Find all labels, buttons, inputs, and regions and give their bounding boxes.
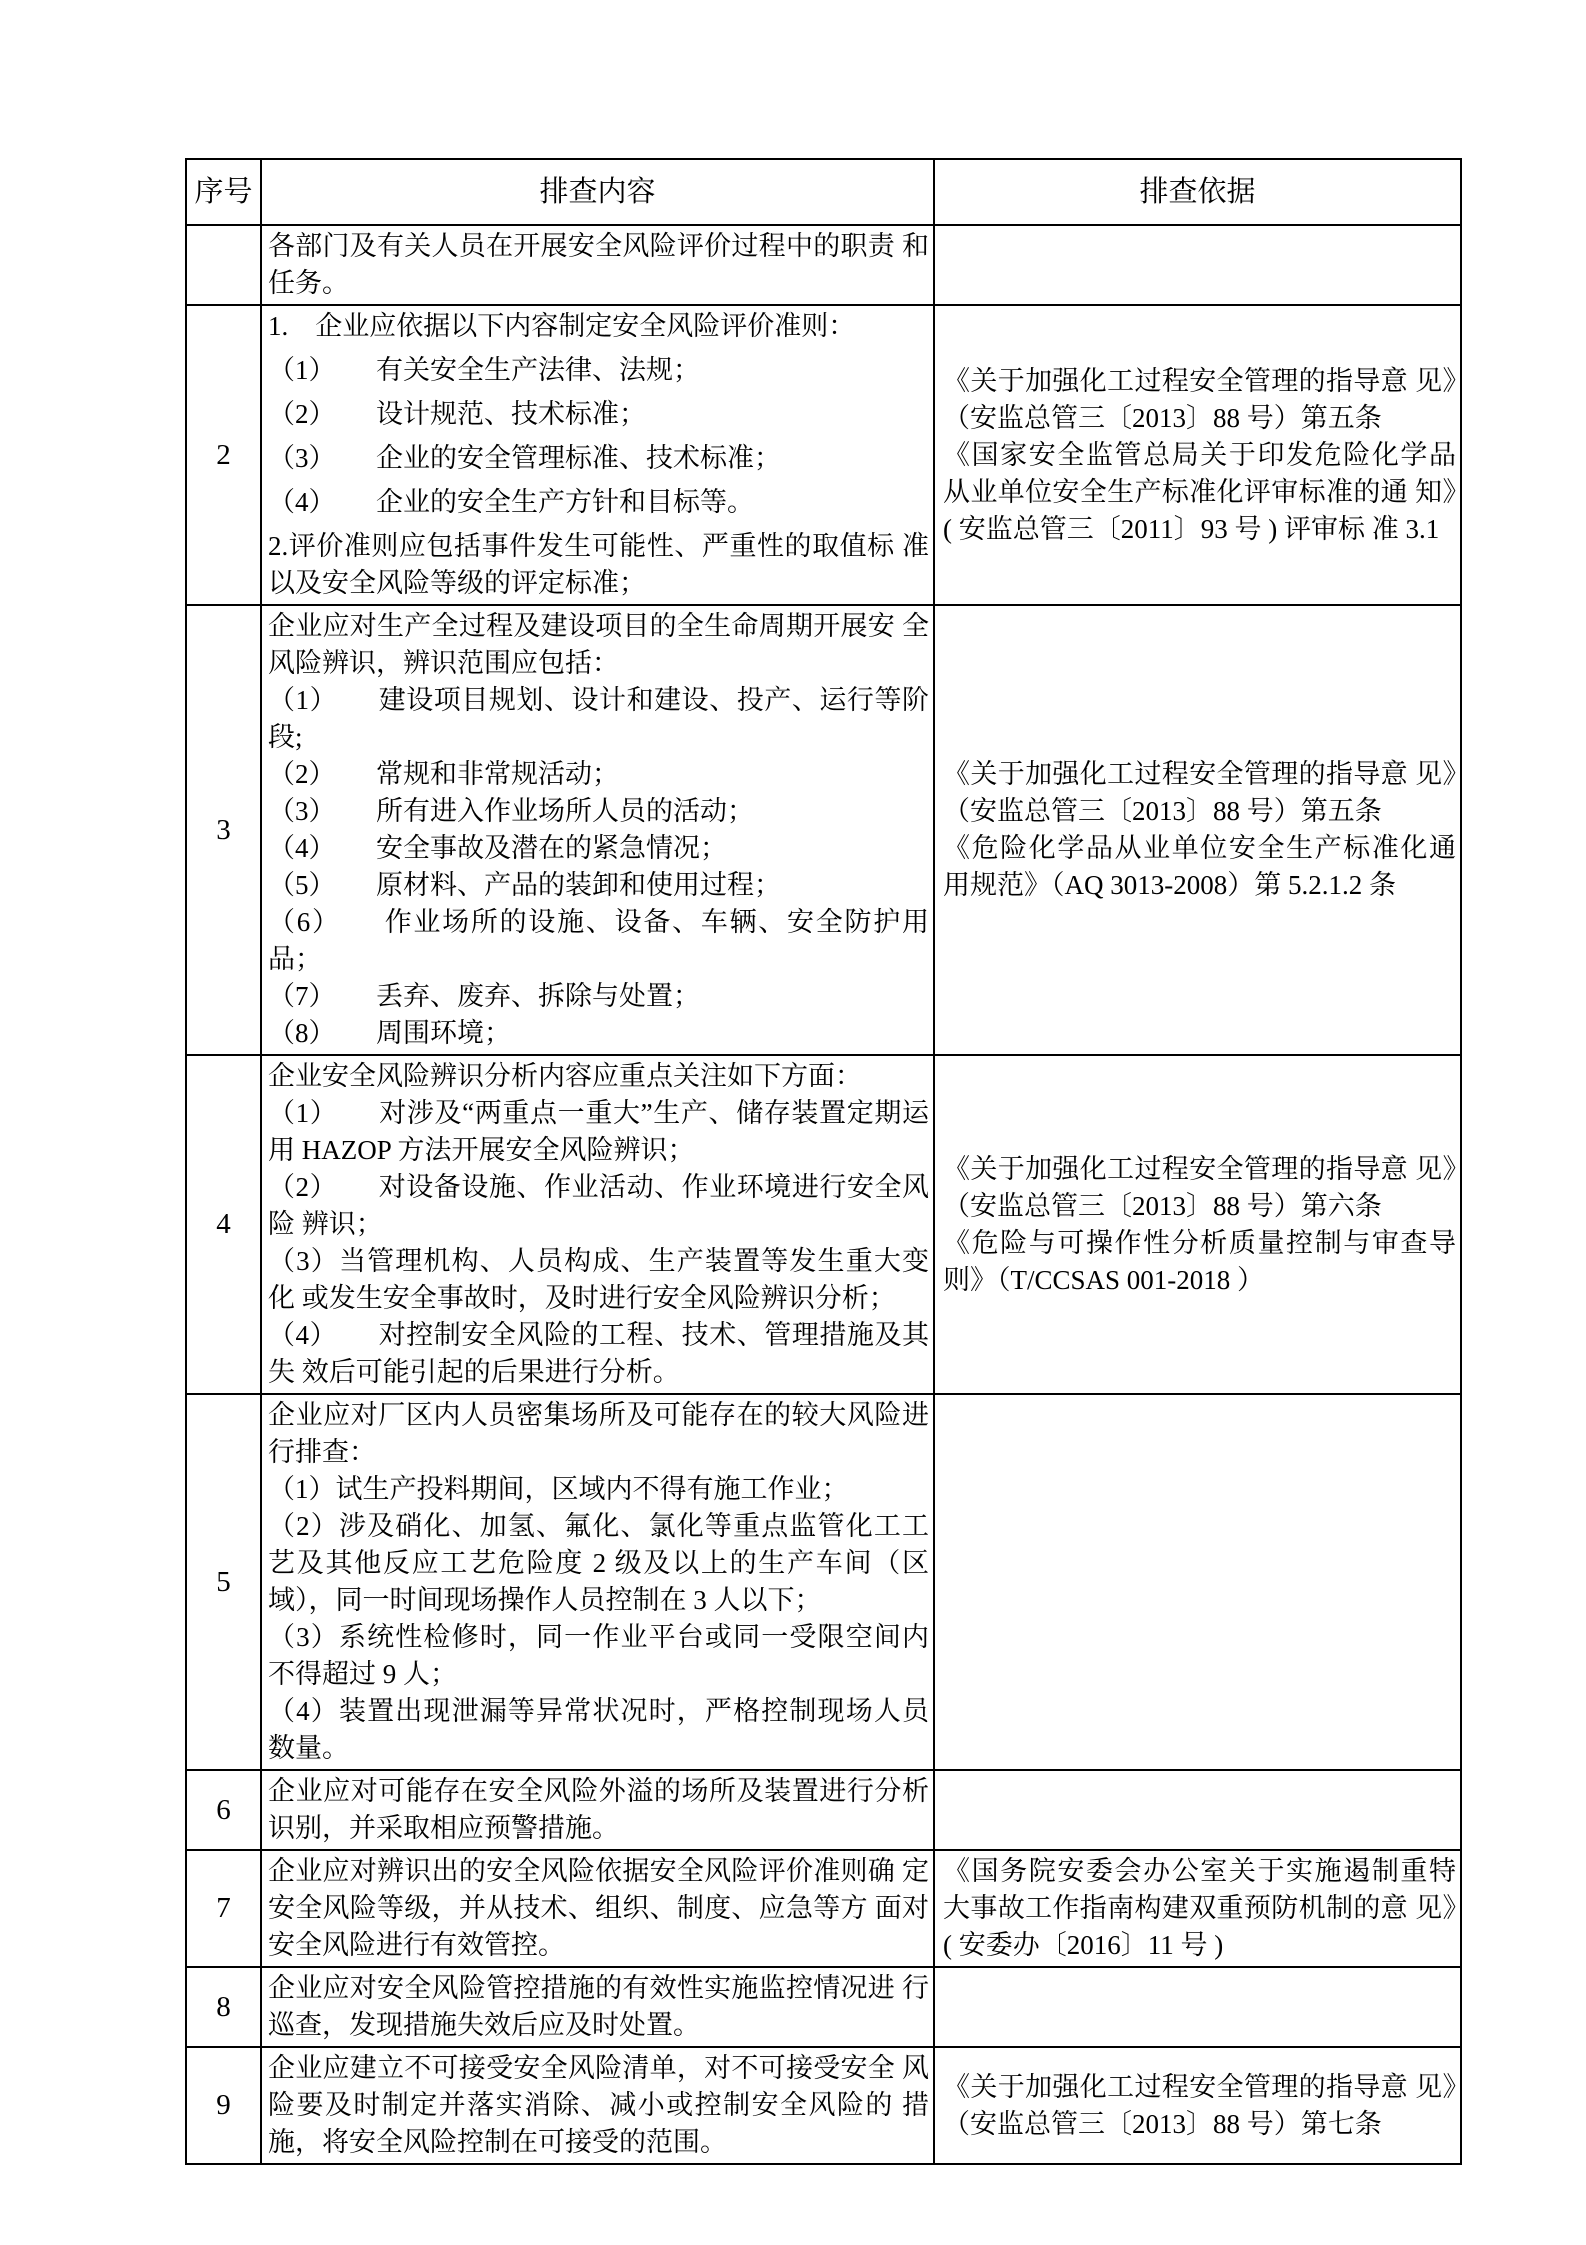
content-paragraph: 企业应建立不可接受安全风险清单，对不可接受安全 风险要及时制定并落实消除、减小或控制安全风险的 措施，将安全风险控制在可接受的范围。 xyxy=(268,2053,929,2157)
row-serial-number: 9 xyxy=(186,2047,261,2164)
content-paragraph: （8） 周围环境； xyxy=(268,1018,511,1048)
content-paragraph: （5） 原材料、产品的装卸和使用过程； xyxy=(268,870,781,900)
row-inspection-basis xyxy=(934,305,1461,605)
content-paragraph: （2） 设计规范、技术标准； xyxy=(268,399,646,429)
row-serial-number: 2 xyxy=(186,305,261,605)
row-inspection-basis xyxy=(934,1394,1461,1770)
basis-paragraph: 《危险化学品从业单位安全生产标准化通 用规范》（AQ 3013-2008）第 5.2.1.2 条 xyxy=(943,833,1456,900)
row-inspection-content xyxy=(261,1055,934,1394)
content-paragraph: （4） 安全事故及潜在的紧急情况； xyxy=(268,833,727,863)
row-inspection-basis xyxy=(934,1055,1461,1394)
table-row xyxy=(186,305,1461,605)
header-inspection-basis: 排查依据 xyxy=(934,159,1461,225)
content-paragraph: （3）系统性检修时，同一作业平台或同一受限空间内 不得超过 9 人； xyxy=(268,1622,929,1689)
basis-paragraph: 《国务院安委会办公室关于实施遏制重特 大事故工作指南构建双重预防机制的意 见》( 安委办〔2016〕11 号 ) xyxy=(943,1856,1456,1960)
row-inspection-basis xyxy=(934,225,1461,305)
content-paragraph: （1） 建设项目规划、设计和建设、投产、运行等阶 段; xyxy=(268,685,929,752)
table-row xyxy=(186,1055,1461,1394)
content-paragraph: （4）装置出现泄漏等异常状况时，严格控制现场人员 数量。 xyxy=(268,1696,929,1763)
basis-paragraph: 《关于加强化工过程安全管理的指导意 见》（安监总管三〔2013〕88 号）第六条 xyxy=(943,1153,1456,1221)
content-paragraph: 1. 企业应依据以下内容制定安全风险评价准则： xyxy=(268,311,856,341)
basis-paragraph: 《危险与可操作性分析质量控制与审查导 则》（T/CCSAS 001-2018 ） xyxy=(943,1227,1456,1295)
table-row xyxy=(186,225,1461,305)
content-paragraph: （4） 企业的安全生产方针和目标等。 xyxy=(268,487,754,517)
row-inspection-content xyxy=(261,305,934,605)
row-serial-number xyxy=(186,225,261,305)
row-inspection-basis xyxy=(934,2047,1461,2164)
row-inspection-content xyxy=(261,2047,934,2164)
content-paragraph: （2） 对设备设施、作业活动、作业环境进行安全风 险 辨识； xyxy=(268,1172,929,1239)
inspection-table xyxy=(185,158,1462,2165)
table-body xyxy=(186,225,1461,2164)
basis-paragraph: 《关于加强化工过程安全管理的指导意 见》（安监总管三〔2013〕88 号）第五条 xyxy=(943,759,1456,826)
row-inspection-content xyxy=(261,1850,934,1967)
basis-paragraph: 《国家安全监管总局关于印发危险化学品 从业单位安全生产标准化评审标准的通 知》( 安监总管三〔2011〕93 号 ) 评审标 准 3.1 xyxy=(943,439,1456,544)
content-paragraph: （6） 作业场所的设施、设备、车辆、安全防护用品； xyxy=(268,907,929,974)
row-serial-number: 8 xyxy=(186,1967,261,2047)
content-paragraph: （1） 对涉及“两重点一重大”生产、储存装置定期运 用 HAZOP 方法开展安全风险辨识； xyxy=(268,1098,929,1165)
row-inspection-content xyxy=(261,605,934,1055)
content-paragraph: 各部门及有关人员在开展安全风险评价过程中的职责 和任务。 xyxy=(268,231,929,298)
row-inspection-content xyxy=(261,225,934,305)
content-paragraph: 企业应对生产全过程及建设项目的全生命周期开展安 全风险辨识，辨识范围应包括： xyxy=(268,611,929,678)
content-paragraph: （1）试生产投料期间，区域内不得有施工作业； xyxy=(268,1474,849,1504)
table-row xyxy=(186,1770,1461,1850)
content-paragraph: （1） 有关安全生产法律、法规； xyxy=(268,355,700,385)
content-paragraph: 企业应对可能存在安全风险外溢的场所及装置进行分析 识别，并采取相应预警措施。 xyxy=(268,1776,929,1843)
content-paragraph: （3） 企业的安全管理标准、技术标准； xyxy=(268,443,781,473)
row-inspection-content xyxy=(261,1967,934,2047)
table-row xyxy=(186,605,1461,1055)
table-row xyxy=(186,1967,1461,2047)
row-serial-number: 7 xyxy=(186,1850,261,1967)
row-inspection-basis xyxy=(934,605,1461,1055)
table-row xyxy=(186,2047,1461,2164)
row-serial-number: 4 xyxy=(186,1055,261,1394)
header-inspection-content: 排查内容 xyxy=(261,159,934,225)
content-paragraph: （3） 所有进入作业场所人员的活动； xyxy=(268,796,754,826)
table-header-row xyxy=(186,159,1461,225)
content-paragraph: （7） 丢弃、废弃、拆除与处置； xyxy=(268,981,700,1011)
basis-paragraph: 《关于加强化工过程安全管理的指导意 见》（安监总管三〔2013〕88 号）第五条 xyxy=(943,365,1456,433)
content-paragraph: 企业应对厂区内人员密集场所及可能存在的较大风险进 行排查： xyxy=(268,1400,929,1467)
content-paragraph: 企业应对辨识出的安全风险依据安全风险评价准则确 定安全风险等级，并从技术、组织、制度、应急等方 面对安全风险进行有效管控。 xyxy=(268,1856,929,1960)
content-paragraph: （4） 对控制安全风险的工程、技术、管理措施及其 失 效后可能引起的后果进行分析。 xyxy=(268,1320,929,1387)
content-paragraph: 企业应对安全风险管控措施的有效性实施监控情况进 行巡查，发现措施失效后应及时处置。 xyxy=(268,1973,929,2040)
content-paragraph: （2）涉及硝化、加氢、氟化、氯化等重点监管化工工 艺及其他反应工艺危险度 2 级及以上的生产车间（区 域），同一时间现场操作人员控制在 3 人以下； xyxy=(268,1511,929,1615)
content-paragraph: （3）当管理机构、人员构成、生产装置等发生重大变 化 或发生安全事故时，及时进行安全风险辨识分析； xyxy=(268,1246,929,1313)
table-row xyxy=(186,1394,1461,1770)
row-inspection-basis xyxy=(934,1770,1461,1850)
row-inspection-basis xyxy=(934,1967,1461,2047)
row-serial-number: 3 xyxy=(186,605,261,1055)
content-paragraph: 企业安全风险辨识分析内容应重点关注如下方面： xyxy=(268,1061,862,1091)
row-serial-number: 6 xyxy=(186,1770,261,1850)
row-inspection-basis xyxy=(934,1850,1461,1967)
table-row xyxy=(186,1850,1461,1967)
row-serial-number: 5 xyxy=(186,1394,261,1770)
content-paragraph: （2） 常规和非常规活动； xyxy=(268,759,619,789)
row-inspection-content xyxy=(261,1770,934,1850)
header-serial-number: 序号 xyxy=(186,159,261,225)
content-paragraph: 2.评价准则应包括事件发生可能性、严重性的取值标 准以及安全风险等级的评定标准； xyxy=(268,531,929,598)
row-inspection-content xyxy=(261,1394,934,1770)
basis-paragraph: 《关于加强化工过程安全管理的指导意 见》（安监总管三〔2013〕88 号）第七条 xyxy=(943,2071,1456,2139)
